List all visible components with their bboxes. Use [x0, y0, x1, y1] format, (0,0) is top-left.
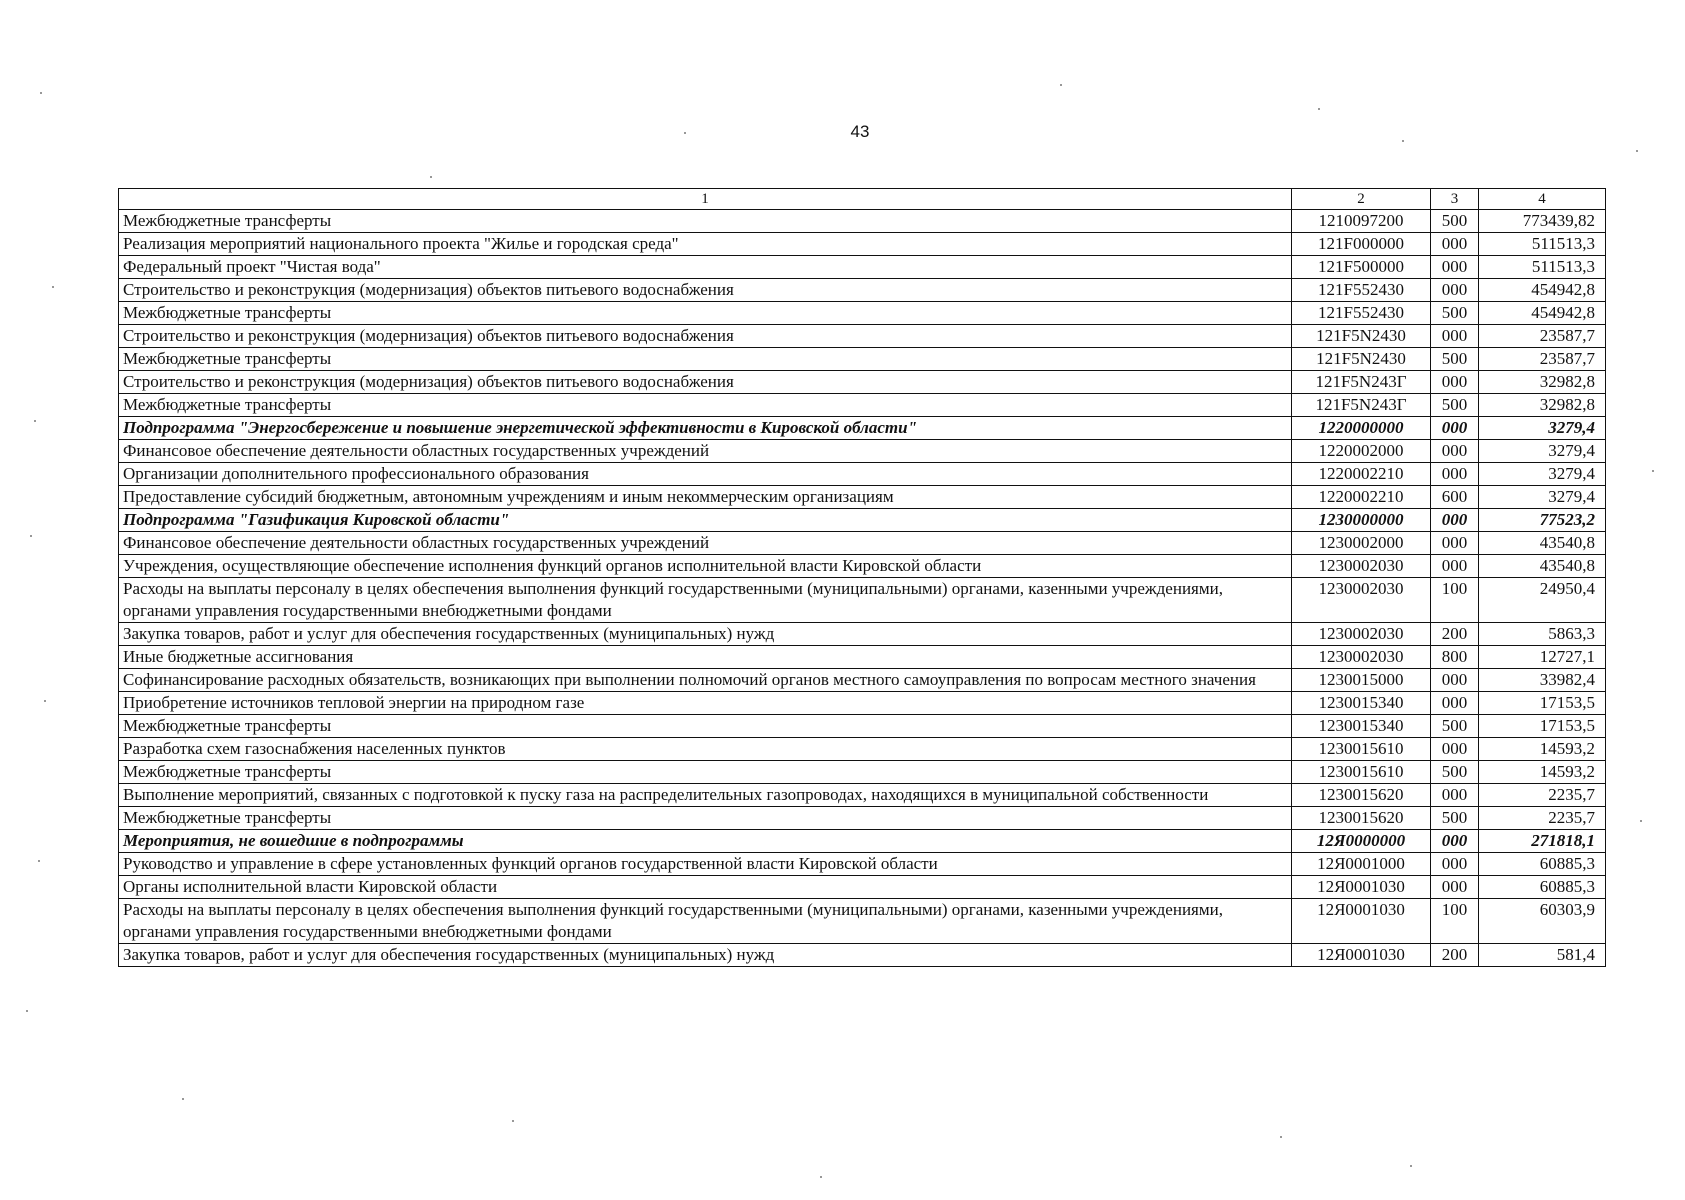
row-amount-cell: 60885,3 [1479, 853, 1606, 876]
row-code-cell: 12Я0001030 [1292, 944, 1431, 967]
row-code-cell: 121F552430 [1292, 279, 1431, 302]
row-amount-cell: 511513,3 [1479, 233, 1606, 256]
row-expense-type-cell: 100 [1431, 899, 1479, 944]
row-amount-cell: 14593,2 [1479, 738, 1606, 761]
row-name-cell: Организации дополнительного профессионального образования [119, 463, 1292, 486]
row-code-cell: 121F5N243Г [1292, 394, 1431, 417]
row-expense-type-cell: 000 [1431, 532, 1479, 555]
row-name-cell: Приобретение источников тепловой энергии на природном газе [119, 692, 1292, 715]
column-header-code: 2 [1292, 189, 1431, 210]
row-code-cell: 12Я0000000 [1292, 830, 1431, 853]
row-amount-cell: 60885,3 [1479, 876, 1606, 899]
row-name-cell: Строительство и реконструкция (модернизация) объектов питьевого водоснабжения [119, 325, 1292, 348]
row-code-cell: 1220000000 [1292, 417, 1431, 440]
row-expense-type-cell: 500 [1431, 761, 1479, 784]
row-name-cell: Разработка схем газоснабжения населенных пунктов [119, 738, 1292, 761]
row-name-cell: Межбюджетные трансферты [119, 210, 1292, 233]
table-row [119, 532, 1606, 555]
row-amount-cell: 454942,8 [1479, 279, 1606, 302]
row-amount-cell: 17153,5 [1479, 715, 1606, 738]
row-code-cell: 1230000000 [1292, 509, 1431, 532]
row-expense-type-cell: 500 [1431, 302, 1479, 325]
row-code-cell: 121F5N2430 [1292, 325, 1431, 348]
row-expense-type-cell: 000 [1431, 738, 1479, 761]
row-expense-type-cell: 500 [1431, 210, 1479, 233]
page-number: 43 [850, 122, 870, 141]
row-expense-type-cell: 000 [1431, 509, 1479, 532]
row-code-cell: 1230015610 [1292, 761, 1431, 784]
row-code-cell: 1230015620 [1292, 807, 1431, 830]
table-row [119, 210, 1606, 233]
row-name-cell: Федеральный проект "Чистая вода" [119, 256, 1292, 279]
budget-table-container [118, 188, 1605, 967]
row-expense-type-cell: 000 [1431, 669, 1479, 692]
table-row [119, 784, 1606, 807]
row-amount-cell: 773439,82 [1479, 210, 1606, 233]
row-name-cell: Выполнение мероприятий, связанных с подготовкой к пуску газа на распределительных газопроводах, находящихся в муниципальной собственности [119, 784, 1292, 807]
row-name-cell: Закупка товаров, работ и услуг для обеспечения государственных (муниципальных) нужд [119, 944, 1292, 967]
row-expense-type-cell: 000 [1431, 784, 1479, 807]
row-name-cell: Межбюджетные трансферты [119, 807, 1292, 830]
table-row [119, 761, 1606, 784]
table-row [119, 463, 1606, 486]
row-code-cell: 12Я0001030 [1292, 899, 1431, 944]
table-row [119, 509, 1606, 532]
row-expense-type-cell: 000 [1431, 463, 1479, 486]
table-row [119, 807, 1606, 830]
row-expense-type-cell: 000 [1431, 876, 1479, 899]
row-code-cell: 121F000000 [1292, 233, 1431, 256]
row-amount-cell: 14593,2 [1479, 761, 1606, 784]
table-row [119, 623, 1606, 646]
row-amount-cell: 3279,4 [1479, 486, 1606, 509]
row-amount-cell: 581,4 [1479, 944, 1606, 967]
row-amount-cell: 43540,8 [1479, 532, 1606, 555]
row-amount-cell: 32982,8 [1479, 394, 1606, 417]
row-expense-type-cell: 000 [1431, 555, 1479, 578]
row-amount-cell: 454942,8 [1479, 302, 1606, 325]
row-code-cell: 1230015620 [1292, 784, 1431, 807]
row-expense-type-cell: 200 [1431, 623, 1479, 646]
row-name-cell: Мероприятия, не вошедшие в подпрограммы [119, 830, 1292, 853]
row-amount-cell: 5863,3 [1479, 623, 1606, 646]
row-expense-type-cell: 500 [1431, 807, 1479, 830]
table-row [119, 578, 1606, 623]
row-code-cell: 1220002000 [1292, 440, 1431, 463]
table-row [119, 440, 1606, 463]
row-name-cell: Межбюджетные трансферты [119, 715, 1292, 738]
row-amount-cell: 60303,9 [1479, 899, 1606, 944]
row-amount-cell: 32982,8 [1479, 371, 1606, 394]
row-expense-type-cell: 200 [1431, 944, 1479, 967]
table-row [119, 417, 1606, 440]
row-expense-type-cell: 000 [1431, 325, 1479, 348]
row-amount-cell: 17153,5 [1479, 692, 1606, 715]
row-name-cell: Иные бюджетные ассигнования [119, 646, 1292, 669]
column-header-amount: 4 [1479, 189, 1606, 210]
row-amount-cell: 23587,7 [1479, 348, 1606, 371]
row-code-cell: 1220002210 [1292, 486, 1431, 509]
row-name-cell: Закупка товаров, работ и услуг для обеспечения государственных (муниципальных) нужд [119, 623, 1292, 646]
row-code-cell: 121F5N243Г [1292, 371, 1431, 394]
row-expense-type-cell: 500 [1431, 394, 1479, 417]
row-expense-type-cell: 100 [1431, 578, 1479, 623]
row-name-cell: Расходы на выплаты персоналу в целях обеспечения выполнения функций государственными (муниципальными) органами, казенными учреждениями, органами управления государственными внебюджетными фондами [119, 578, 1292, 623]
table-row [119, 394, 1606, 417]
row-amount-cell: 2235,7 [1479, 784, 1606, 807]
row-code-cell: 1230002030 [1292, 578, 1431, 623]
row-name-cell: Строительство и реконструкция (модернизация) объектов питьевого водоснабжения [119, 279, 1292, 302]
row-expense-type-cell: 000 [1431, 830, 1479, 853]
row-amount-cell: 33982,4 [1479, 669, 1606, 692]
row-amount-cell: 3279,4 [1479, 463, 1606, 486]
table-row [119, 233, 1606, 256]
row-expense-type-cell: 000 [1431, 233, 1479, 256]
row-name-cell: Финансовое обеспечение деятельности областных государственных учреждений [119, 440, 1292, 463]
table-row [119, 876, 1606, 899]
row-amount-cell: 3279,4 [1479, 417, 1606, 440]
table-row [119, 830, 1606, 853]
row-expense-type-cell: 000 [1431, 417, 1479, 440]
table-row [119, 486, 1606, 509]
table-row [119, 256, 1606, 279]
row-code-cell: 1230015340 [1292, 715, 1431, 738]
row-code-cell: 12Я0001030 [1292, 876, 1431, 899]
row-code-cell: 1230002030 [1292, 623, 1431, 646]
table-row [119, 302, 1606, 325]
row-name-cell: Межбюджетные трансферты [119, 761, 1292, 784]
table-row [119, 325, 1606, 348]
row-name-cell: Межбюджетные трансферты [119, 394, 1292, 417]
row-name-cell: Подпрограмма "Энергосбережение и повышение энергетической эффективности в Кировской области" [119, 417, 1292, 440]
row-expense-type-cell: 000 [1431, 279, 1479, 302]
row-code-cell: 1230015610 [1292, 738, 1431, 761]
row-name-cell: Органы исполнительной власти Кировской области [119, 876, 1292, 899]
budget-table [118, 188, 1606, 967]
row-code-cell: 121F5N2430 [1292, 348, 1431, 371]
row-expense-type-cell: 600 [1431, 486, 1479, 509]
row-amount-cell: 3279,4 [1479, 440, 1606, 463]
row-amount-cell: 24950,4 [1479, 578, 1606, 623]
row-code-cell: 121F552430 [1292, 302, 1431, 325]
table-row [119, 853, 1606, 876]
row-expense-type-cell: 500 [1431, 715, 1479, 738]
row-code-cell: 12Я0001000 [1292, 853, 1431, 876]
table-row [119, 279, 1606, 302]
row-expense-type-cell: 000 [1431, 440, 1479, 463]
row-expense-type-cell: 000 [1431, 853, 1479, 876]
row-amount-cell: 23587,7 [1479, 325, 1606, 348]
table-row [119, 555, 1606, 578]
row-name-cell: Межбюджетные трансферты [119, 348, 1292, 371]
row-code-cell: 1230002030 [1292, 555, 1431, 578]
table-row [119, 738, 1606, 761]
row-amount-cell: 271818,1 [1479, 830, 1606, 853]
table-row [119, 944, 1606, 967]
row-expense-type-cell: 000 [1431, 256, 1479, 279]
row-expense-type-cell: 500 [1431, 348, 1479, 371]
row-code-cell: 1230002000 [1292, 532, 1431, 555]
row-amount-cell: 511513,3 [1479, 256, 1606, 279]
table-row [119, 692, 1606, 715]
table-row [119, 348, 1606, 371]
row-code-cell: 1220002210 [1292, 463, 1431, 486]
row-name-cell: Межбюджетные трансферты [119, 302, 1292, 325]
table-row [119, 715, 1606, 738]
row-code-cell: 1230015340 [1292, 692, 1431, 715]
column-header-type: 3 [1431, 189, 1479, 210]
row-name-cell: Подпрограмма "Газификация Кировской области" [119, 509, 1292, 532]
row-amount-cell: 43540,8 [1479, 555, 1606, 578]
row-code-cell: 1230015000 [1292, 669, 1431, 692]
table-row [119, 669, 1606, 692]
table-row [119, 899, 1606, 944]
row-code-cell: 121F500000 [1292, 256, 1431, 279]
table-row [119, 646, 1606, 669]
column-header-name: 1 [119, 189, 1292, 210]
row-expense-type-cell: 000 [1431, 371, 1479, 394]
row-code-cell: 1230002030 [1292, 646, 1431, 669]
table-row [119, 371, 1606, 394]
row-name-cell: Предоставление субсидий бюджетным, автономным учреждениям и иным некоммерческим организациям [119, 486, 1292, 509]
row-name-cell: Учреждения, осуществляющие обеспечение исполнения функций органов исполнительной власти Кировской области [119, 555, 1292, 578]
row-name-cell: Реализация мероприятий национального проекта "Жилье и городская среда" [119, 233, 1292, 256]
row-name-cell: Руководство и управление в сфере установленных функций органов государственной власти Кировской области [119, 853, 1292, 876]
row-name-cell: Софинансирование расходных обязательств, возникающих при выполнении полномочий органов местного самоуправления по вопросам местного значения [119, 669, 1292, 692]
row-code-cell: 1210097200 [1292, 210, 1431, 233]
row-expense-type-cell: 000 [1431, 692, 1479, 715]
row-amount-cell: 2235,7 [1479, 807, 1606, 830]
row-name-cell: Финансовое обеспечение деятельности областных государственных учреждений [119, 532, 1292, 555]
table-header-row [119, 189, 1606, 210]
row-amount-cell: 77523,2 [1479, 509, 1606, 532]
row-name-cell: Строительство и реконструкция (модернизация) объектов питьевого водоснабжения [119, 371, 1292, 394]
row-amount-cell: 12727,1 [1479, 646, 1606, 669]
row-name-cell: Расходы на выплаты персоналу в целях обеспечения выполнения функций государственными (муниципальными) органами, казенными учреждениями, органами управления государственными внебюджетными фондами [119, 899, 1292, 944]
table-body [119, 210, 1606, 967]
row-expense-type-cell: 800 [1431, 646, 1479, 669]
